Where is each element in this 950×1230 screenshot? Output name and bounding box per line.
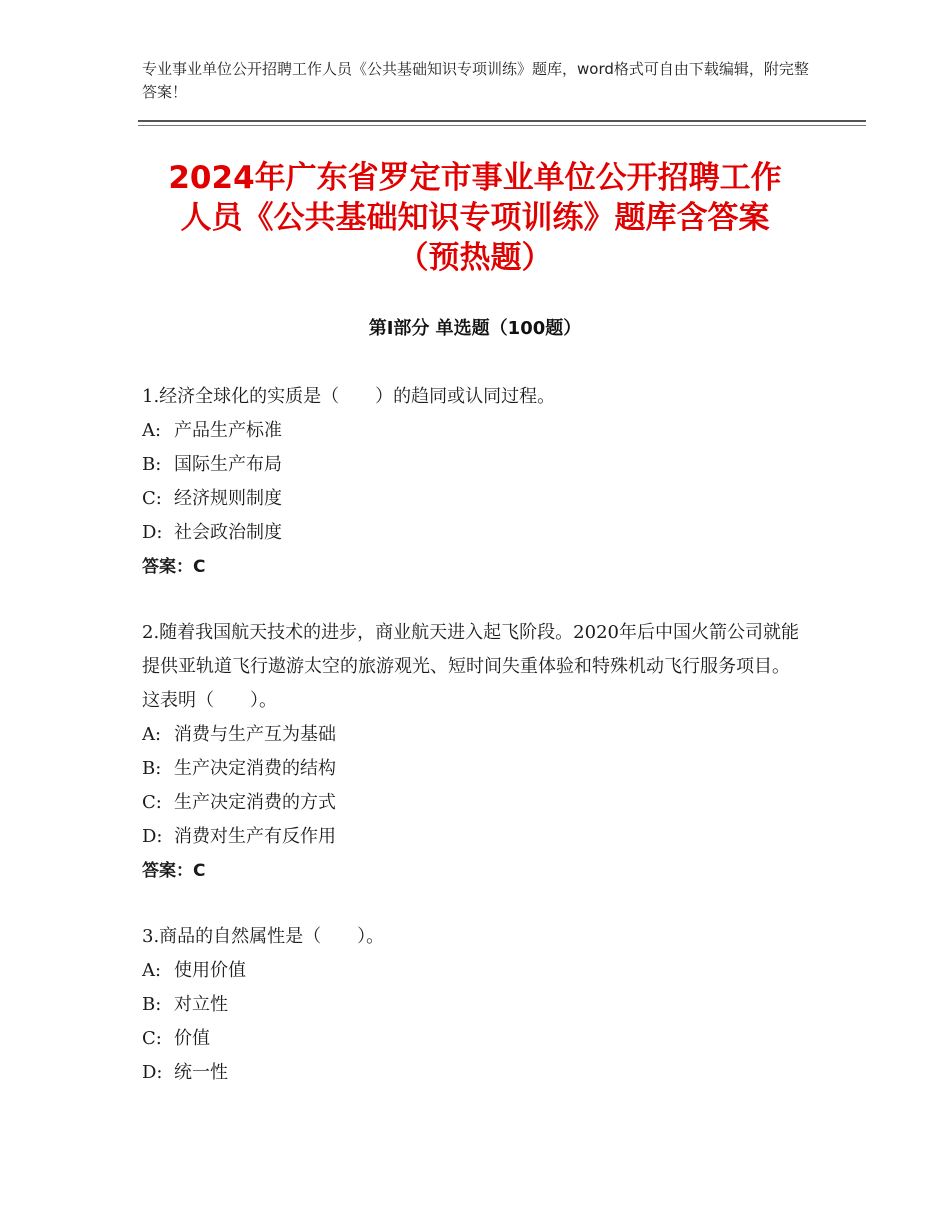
question-1 [142,380,802,584]
question-list [142,380,802,1122]
option-key: D: [142,826,163,847]
option-text: 国际生产布局 [174,454,282,475]
option-d [142,1056,802,1090]
option-key: D: [142,522,163,543]
option-key: C: [142,1028,162,1049]
option-b [142,448,802,482]
option-c [142,482,802,516]
header-note: 专业事业单位公开招聘工作人员《公共基础知识专项训练》题库，word格式可自由下载编辑，附完整答案！ [142,60,809,101]
option-text: 生产决定消费的结构 [174,758,336,779]
answer-label: 答案：C [142,557,206,577]
option-text: 生产决定消费的方式 [174,792,336,813]
option-text: 统一性 [174,1062,228,1083]
option-key: A: [142,960,162,981]
header-divider-thick [138,120,866,122]
option-a [142,414,802,448]
title-line-3: （预热题） [397,240,553,276]
option-d [142,820,802,854]
option-key: B: [142,994,162,1015]
option-key: A: [142,420,162,441]
option-c [142,786,802,820]
option-c [142,1022,802,1056]
option-d [142,516,802,550]
option-text: 社会政治制度 [174,522,282,543]
title-line-2: 人员《公共基础知识专项训练》题库含答案 [180,200,770,236]
option-key: B: [142,758,162,779]
option-text: 消费对生产有反作用 [174,826,336,847]
option-text: 价值 [174,1028,210,1049]
option-text: 对立性 [174,994,228,1015]
section-title: 第Ⅰ部分 单选题（100题） [368,318,582,339]
option-text: 使用价值 [174,960,246,981]
header-divider-thin [138,125,866,126]
question-stem: 3.商品的自然属性是（ ）。 [142,926,385,947]
option-b [142,988,802,1022]
option-text: 经济规则制度 [174,488,282,509]
question-3 [142,920,802,1090]
option-text: 产品生产标准 [174,420,282,441]
option-text: 消费与生产互为基础 [174,724,336,745]
option-key: B: [142,454,162,475]
option-a [142,718,802,752]
answer-label: 答案：C [142,861,206,881]
option-b [142,752,802,786]
option-key: A: [142,724,162,745]
question-stem: 2.随着我国航天技术的进步，商业航天进入起飞阶段。2020年后中国火箭公司就能提供亚轨道飞行遨游太空的旅游观光、短时间失重体验和特殊机动飞行服务项目。这表明（ ）。 [142,622,799,711]
option-key: C: [142,488,162,509]
document-title [100,158,850,278]
title-line-1: 2024年广东省罗定市事业单位公开招聘工作 [168,160,782,196]
question-stem: 1.经济全球化的实质是（ ）的趋同或认同过程。 [142,386,556,407]
question-2 [142,616,802,888]
option-key: D: [142,1062,163,1083]
option-key: C: [142,792,162,813]
option-a [142,954,802,988]
